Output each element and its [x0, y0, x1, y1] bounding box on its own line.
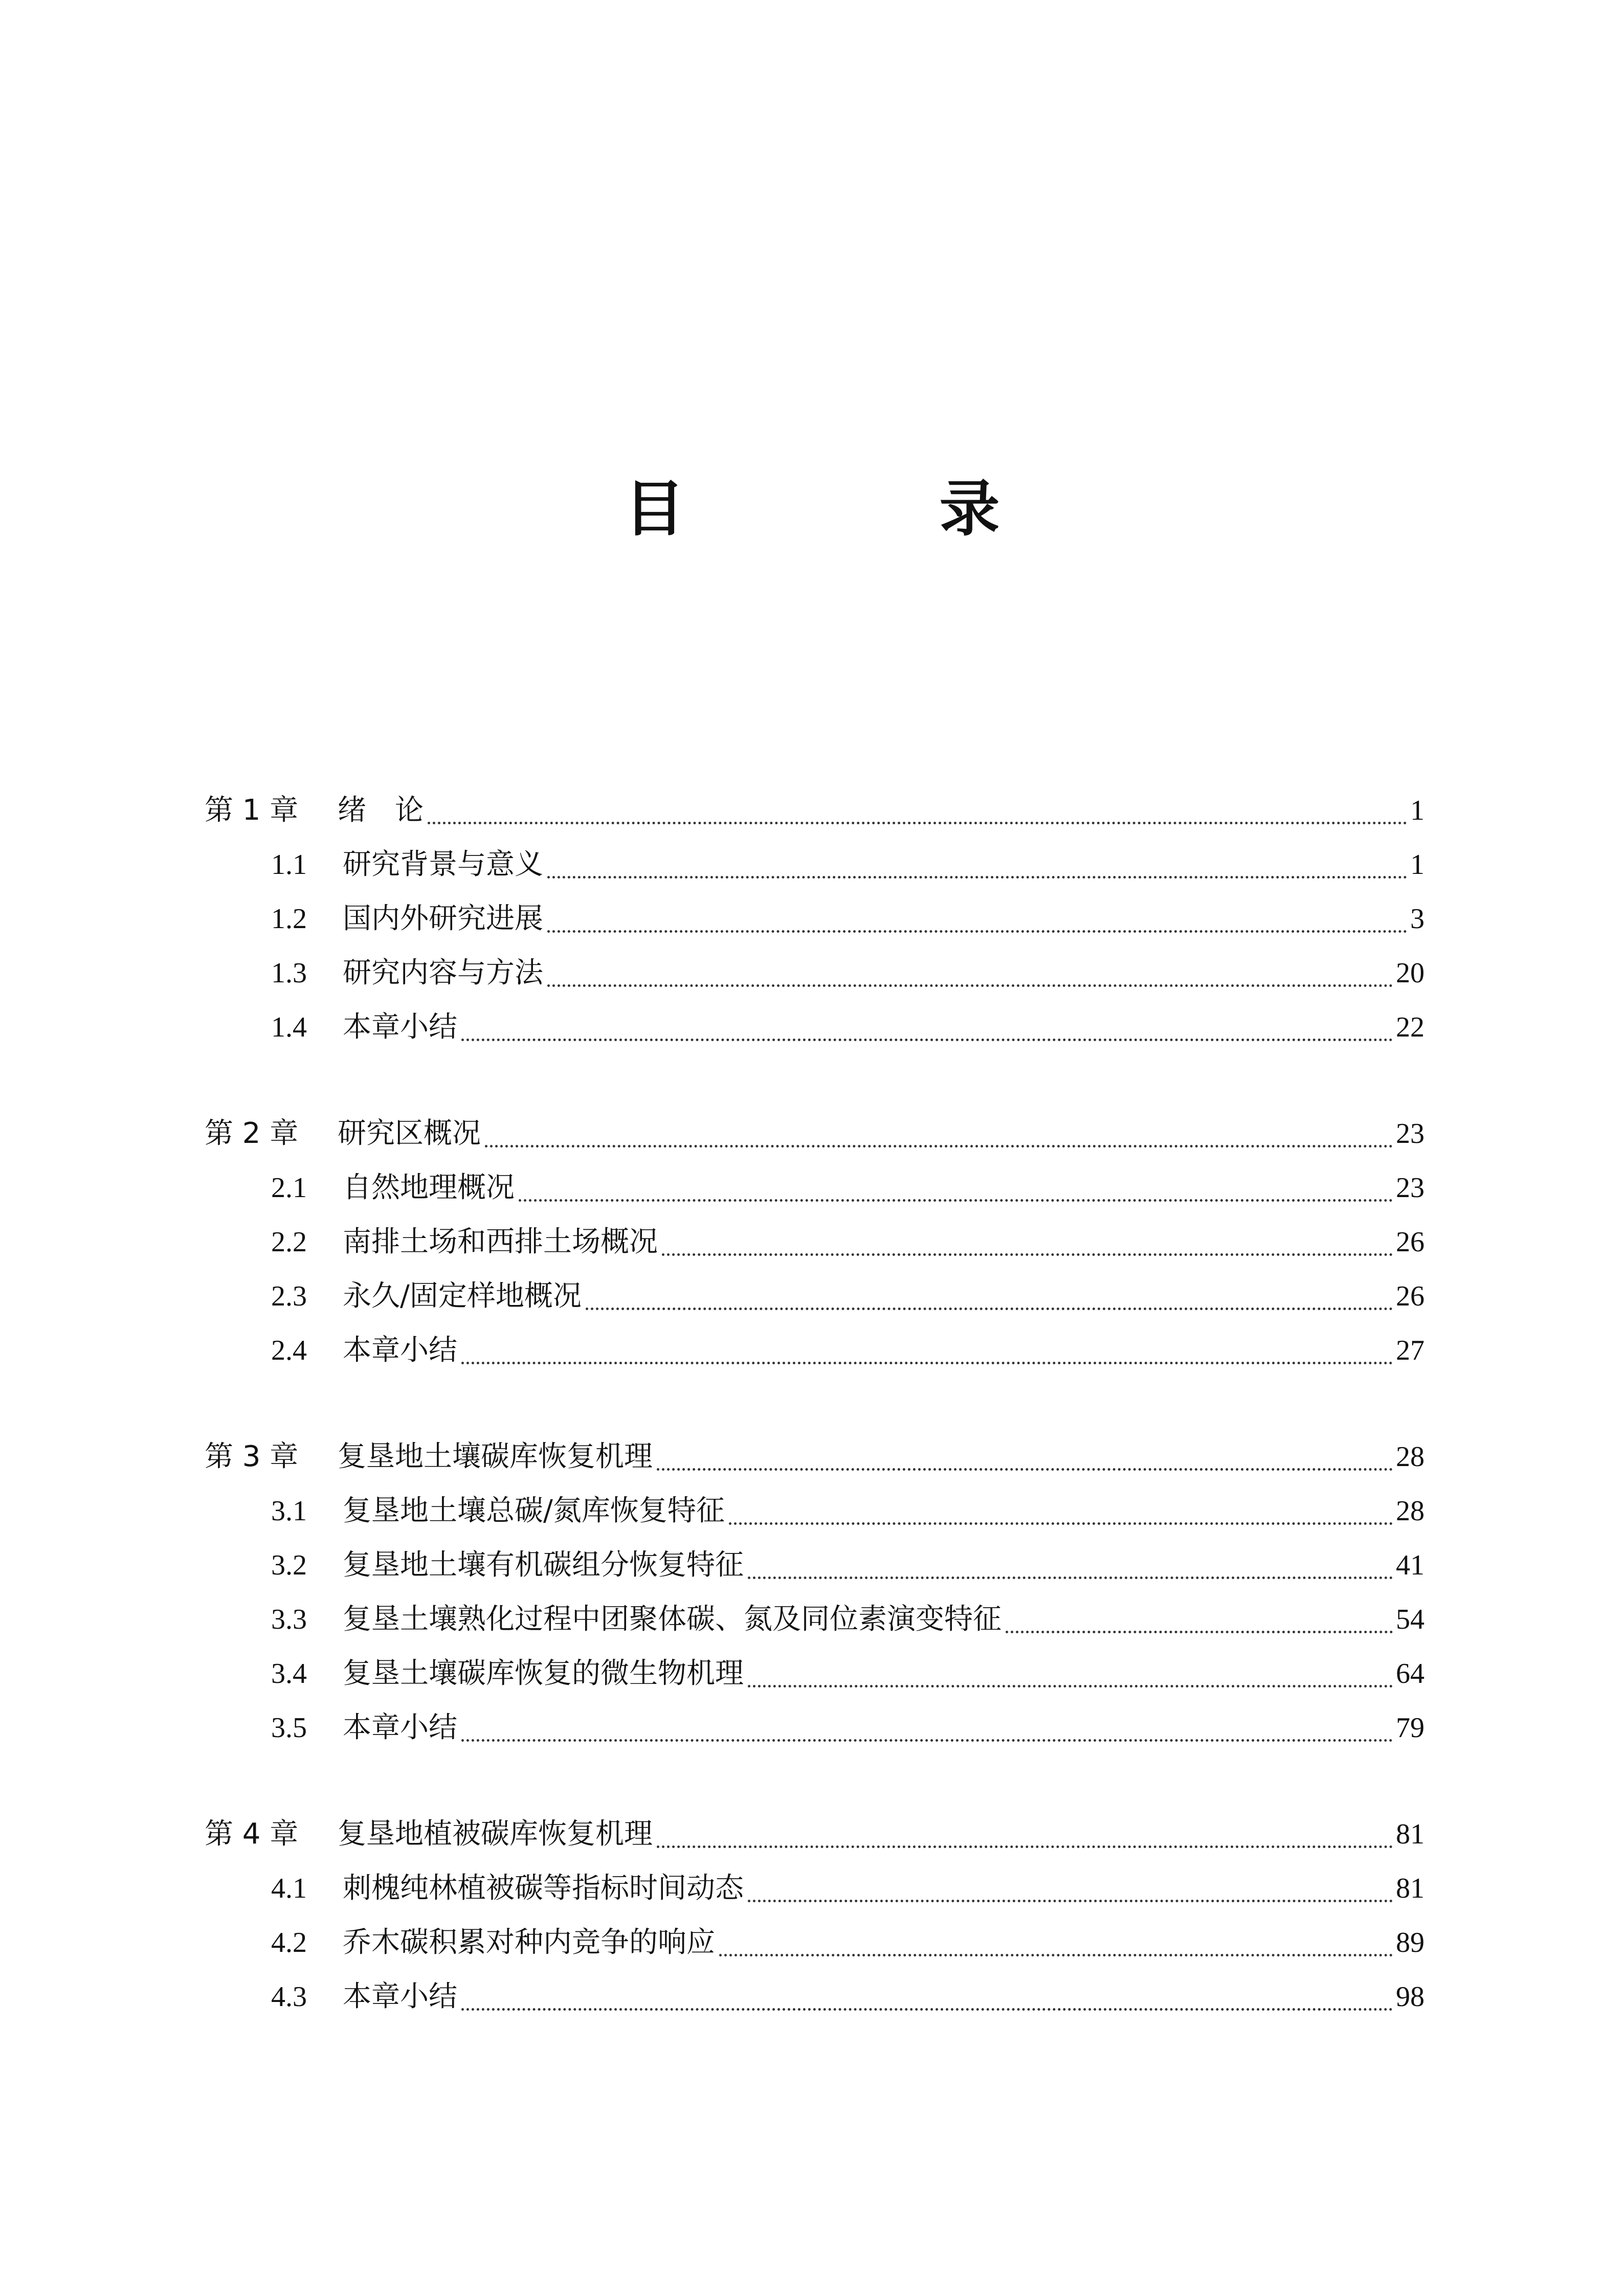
dot-leader — [662, 1253, 1393, 1256]
dot-leader — [657, 1845, 1393, 1848]
page-number: 23 — [1396, 1118, 1425, 1150]
section-title: 国内外研究进展 — [343, 902, 543, 935]
chapter-title: 绪 论 — [338, 794, 424, 827]
chapter-number: 第 4 章 — [205, 1817, 299, 1851]
toc-section-3-3[interactable] — [271, 1596, 1425, 1642]
page-number: 23 — [1396, 1172, 1425, 1204]
dot-leader — [461, 1362, 1393, 1364]
section-number: 3.1 — [271, 1495, 307, 1527]
dot-leader — [461, 2008, 1393, 2011]
section-title: 本章小结 — [343, 1980, 457, 2013]
page-number: 26 — [1396, 1226, 1425, 1258]
toc-chapter-2[interactable] — [205, 1111, 1425, 1157]
dot-leader — [748, 1685, 1393, 1687]
dot-leader — [547, 930, 1407, 933]
section-number: 1.2 — [271, 903, 307, 935]
toc-section-3-4[interactable] — [271, 1651, 1425, 1697]
toc-section-2-4[interactable] — [271, 1327, 1425, 1374]
page-number: 1 — [1410, 849, 1425, 881]
page-title: 目 录 — [624, 474, 1097, 544]
toc-section-1-1[interactable] — [271, 842, 1425, 888]
dot-leader — [719, 1954, 1393, 1956]
section-number: 1.3 — [271, 957, 307, 989]
dot-leader — [748, 1577, 1393, 1579]
dot-leader — [519, 1199, 1393, 1202]
dot-leader — [461, 1739, 1393, 1742]
dot-leader — [547, 876, 1407, 879]
page-number: 79 — [1396, 1712, 1425, 1744]
toc-section-4-1[interactable] — [271, 1865, 1425, 1911]
section-title: 复垦土壤熟化过程中团聚体碳、氮及同位素演变特征 — [343, 1603, 1002, 1636]
toc-section-3-2[interactable] — [271, 1542, 1425, 1588]
section-title: 本章小结 — [343, 1334, 457, 1367]
chapter-title: 复垦地植被碳库恢复机理 — [338, 1817, 653, 1851]
page-number: 27 — [1396, 1335, 1425, 1366]
toc-chapter-1[interactable] — [205, 787, 1425, 834]
page-number: 54 — [1396, 1604, 1425, 1635]
section-title: 复垦地土壤有机碳组分恢复特征 — [343, 1548, 744, 1582]
section-number: 3.4 — [271, 1658, 307, 1690]
page-number: 64 — [1396, 1658, 1425, 1690]
section-number: 2.2 — [271, 1226, 307, 1258]
section-title: 本章小结 — [343, 1010, 457, 1044]
section-title: 南排土场和西排土场概况 — [343, 1225, 658, 1258]
page-number: 26 — [1396, 1280, 1425, 1312]
chapter-number: 第 2 章 — [205, 1117, 299, 1150]
page-number: 3 — [1410, 903, 1425, 935]
section-title: 刺槐纯林植被碳等指标时间动态 — [343, 1872, 744, 1905]
section-number: 3.5 — [271, 1712, 307, 1744]
section-number: 1.1 — [271, 849, 307, 881]
section-number: 2.4 — [271, 1335, 307, 1366]
dot-leader — [428, 822, 1407, 824]
chapter-title: 研究区概况 — [338, 1117, 481, 1150]
chapter-title: 复垦地土壤碳库恢复机理 — [338, 1440, 653, 1473]
dot-leader — [586, 1308, 1393, 1310]
dot-leader — [461, 1039, 1393, 1041]
page-number: 28 — [1396, 1495, 1425, 1527]
page-number: 1 — [1410, 795, 1425, 826]
section-title: 复垦地土壤总碳/氮库恢复特征 — [343, 1494, 725, 1527]
toc-section-3-5[interactable] — [271, 1705, 1425, 1751]
chapter-number: 第 1 章 — [205, 794, 299, 827]
toc-section-1-2[interactable] — [271, 896, 1425, 942]
section-title: 本章小结 — [343, 1711, 457, 1744]
section-number: 3.3 — [271, 1604, 307, 1635]
toc-section-1-3[interactable] — [271, 950, 1425, 996]
page-number: 41 — [1396, 1549, 1425, 1581]
section-number: 3.2 — [271, 1549, 307, 1581]
toc-section-2-1[interactable] — [271, 1165, 1425, 1211]
toc-section-2-2[interactable] — [271, 1219, 1425, 1265]
toc-section-4-3[interactable] — [271, 1974, 1425, 2020]
chapter-number: 第 3 章 — [205, 1440, 299, 1473]
section-title: 研究背景与意义 — [343, 848, 543, 881]
section-number: 2.3 — [271, 1280, 307, 1312]
dot-leader — [485, 1145, 1393, 1147]
toc-section-1-4[interactable] — [271, 1004, 1425, 1050]
page-number: 89 — [1396, 1927, 1425, 1959]
page-number: 20 — [1396, 957, 1425, 989]
section-number: 4.1 — [271, 1873, 307, 1904]
section-number: 4.3 — [271, 1981, 307, 2013]
toc-section-2-3[interactable] — [271, 1273, 1425, 1319]
dot-leader — [547, 984, 1393, 987]
section-title: 永久/固定样地概况 — [343, 1279, 582, 1313]
dot-leader — [657, 1468, 1393, 1471]
page-number: 98 — [1396, 1981, 1425, 2013]
section-number: 1.4 — [271, 1011, 307, 1043]
section-number: 2.1 — [271, 1172, 307, 1204]
dot-leader — [729, 1522, 1393, 1525]
section-title: 复垦土壤碳库恢复的微生物机理 — [343, 1657, 744, 1690]
toc-chapter-4[interactable] — [205, 1811, 1425, 1857]
dot-leader — [1006, 1631, 1393, 1633]
page-number: 81 — [1396, 1818, 1425, 1850]
toc-chapter-3[interactable] — [205, 1434, 1425, 1480]
toc-section-3-1[interactable] — [271, 1488, 1425, 1534]
page-number: 22 — [1396, 1011, 1425, 1043]
toc-section-4-2[interactable] — [271, 1920, 1425, 1966]
page-number: 28 — [1396, 1441, 1425, 1473]
section-title: 研究内容与方法 — [343, 956, 543, 989]
dot-leader — [748, 1900, 1393, 1902]
page-number: 81 — [1396, 1873, 1425, 1904]
section-title: 乔木碳积累对种内竞争的响应 — [343, 1926, 715, 1959]
section-number: 4.2 — [271, 1927, 307, 1959]
section-title: 自然地理概况 — [343, 1171, 515, 1204]
